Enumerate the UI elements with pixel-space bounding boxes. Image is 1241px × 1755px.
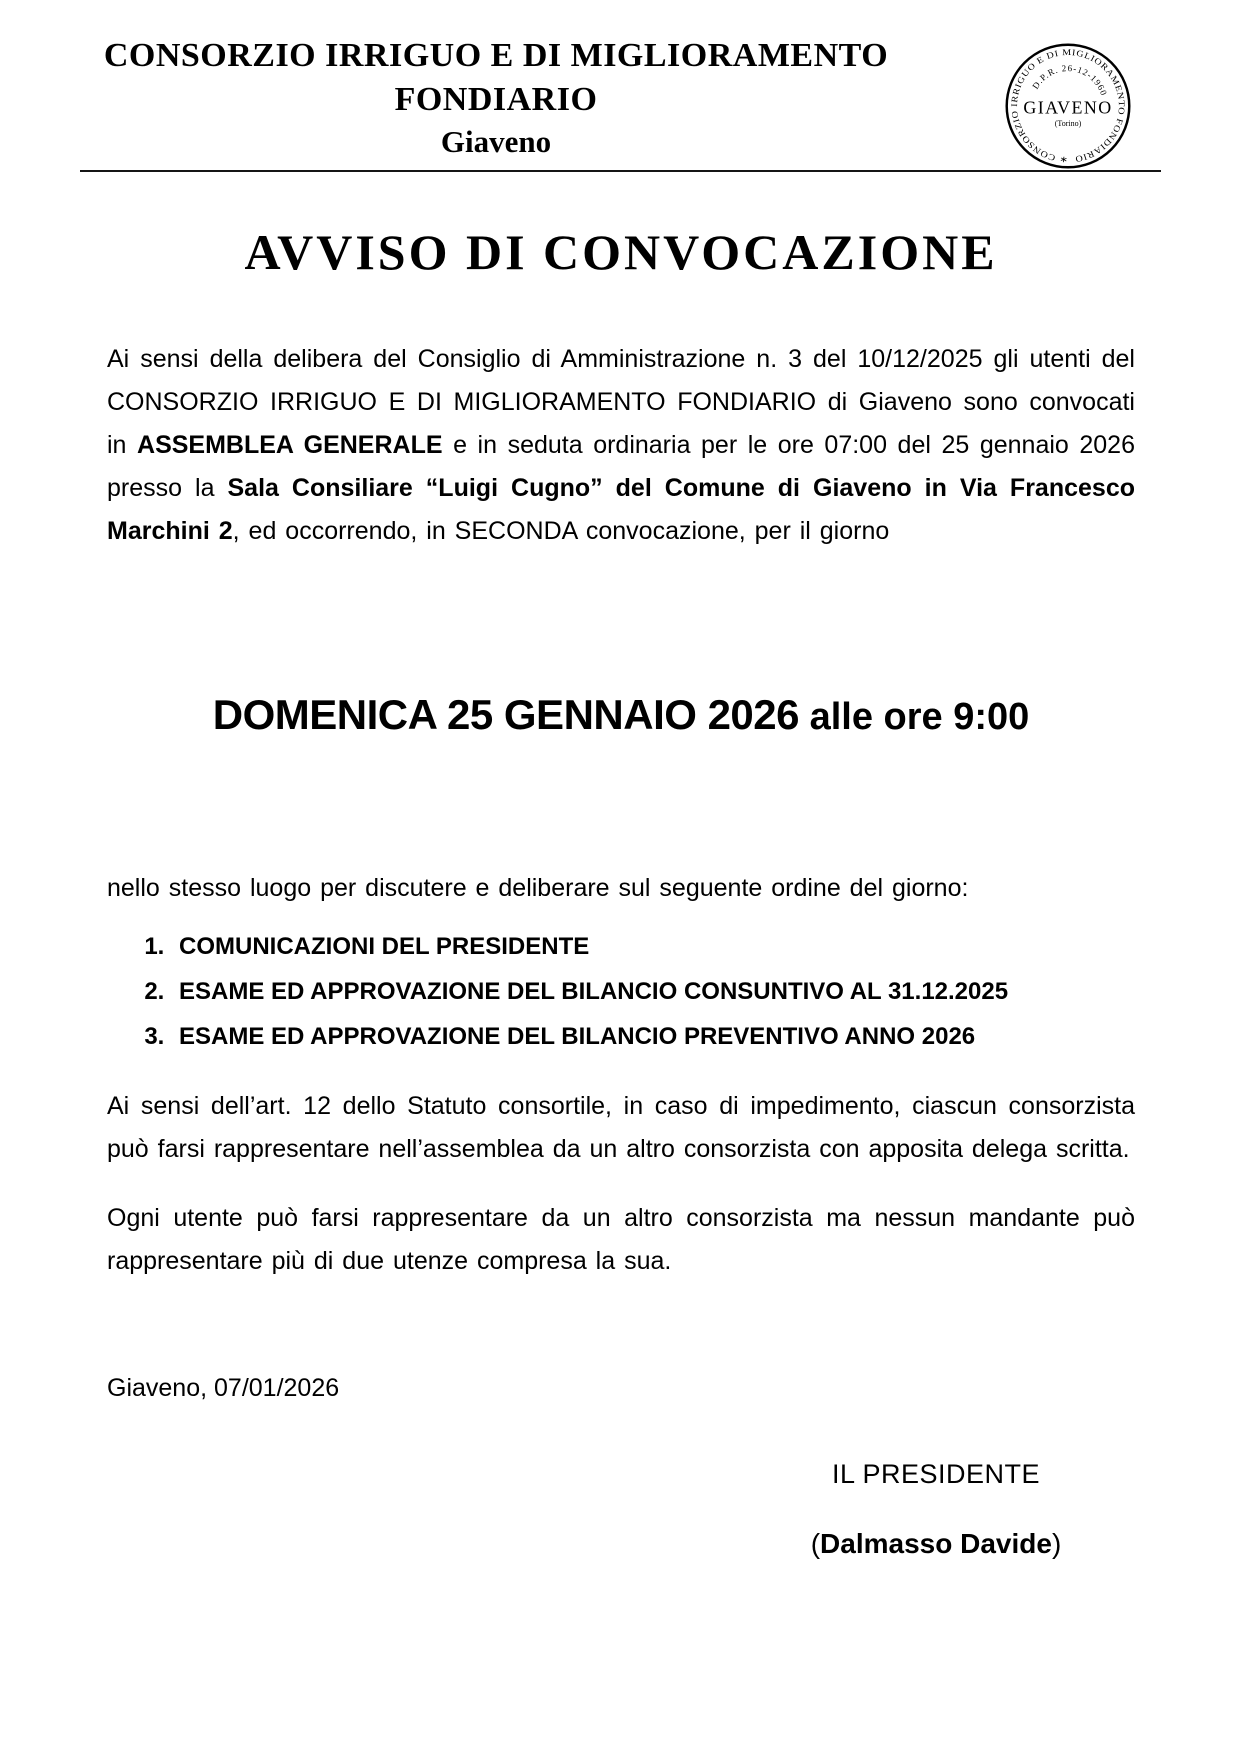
- document-body: [107, 222, 1135, 1562]
- seal-ring-text: ∗ CONSORZIO IRRIGUO E DI MIGLIORAMENTO FONDIARIO: [1009, 47, 1128, 166]
- org-name-line2: FONDIARIO: [394, 81, 598, 118]
- signature-block: [771, 1456, 1101, 1562]
- agenda-item: [171, 924, 1135, 969]
- agenda-intro: nello stesso luogo per discutere e deliberare sul seguente ordine del giorno:: [107, 874, 969, 902]
- seal-graphic: [1002, 40, 1134, 172]
- seal-center-subtext: (Torino): [1054, 118, 1082, 128]
- signature-role: IL PRESIDENTE: [831, 1459, 1041, 1489]
- seal-center-text: GIAVENO: [1023, 97, 1113, 118]
- signature-name: (Dalmasso Davide): [810, 1528, 1062, 1559]
- agenda-list: [107, 924, 1135, 1059]
- place-date: Giaveno, 07/01/2026: [107, 1374, 340, 1402]
- notice-title: AVVISO DI CONVOCAZIONE: [244, 224, 998, 280]
- org-name-line1: CONSORZIO IRRIGUO E DI MIGLIORAMENTO: [103, 37, 889, 74]
- agenda-item: [171, 1014, 1135, 1059]
- agenda-item-label: ESAME ED APPROVAZIONE DEL BILANCIO PREVENTIVO ANNO 2026: [179, 1023, 976, 1050]
- consortium-seal: [1002, 40, 1134, 172]
- letterhead: [0, 0, 1241, 172]
- agenda-item: [171, 969, 1135, 1014]
- seal-decree-text: D.P.R. 26-12-1960: [1030, 63, 1110, 98]
- delegation-paragraph-1: Ai sensi dell’art. 12 dello Statuto consortile, in caso di impedimento, ciascun consorzista può farsi rappresentare nell’assemblea da un altro consorzista con apposita delega scritta.: [107, 1092, 1135, 1163]
- delegation-paragraph-2: Ogni utente può farsi rappresentare da un altro consorzista ma nessun mandante può rappresentare più di due utenze compresa la sua.: [107, 1204, 1135, 1275]
- organization-name: [86, 34, 906, 162]
- header-divider: [80, 170, 1161, 172]
- intro-paragraph: Ai sensi della delibera del Consiglio di Amministrazione n. 3 del 10/12/2025 gli utenti del CONSORZIO IRRIGUO E DI MIGLIORAMENTO FONDIARIO di Giaveno sono convocati in ASSEMBLEA GENERALE e in seduta ordinaria per le ore 07:00 del 25 gennaio 2026 presso la Sala Consiliare “Luigi Cugno” del Comune di Giaveno in Via Francesco Marchini 2, ed occorrendo, in SECONDA convocazione, per il giorno: [107, 345, 1135, 545]
- agenda-item-label: ESAME ED APPROVAZIONE DEL BILANCIO CONSUNTIVO AL 31.12.2025: [179, 978, 1009, 1005]
- agenda-item-label: COMUNICAZIONI DEL PRESIDENTE: [179, 933, 590, 960]
- org-city: Giaveno: [440, 124, 552, 159]
- meeting-date-heading: DOMENICA 25 GENNAIO 2026 alle ore 9:00: [212, 691, 1030, 738]
